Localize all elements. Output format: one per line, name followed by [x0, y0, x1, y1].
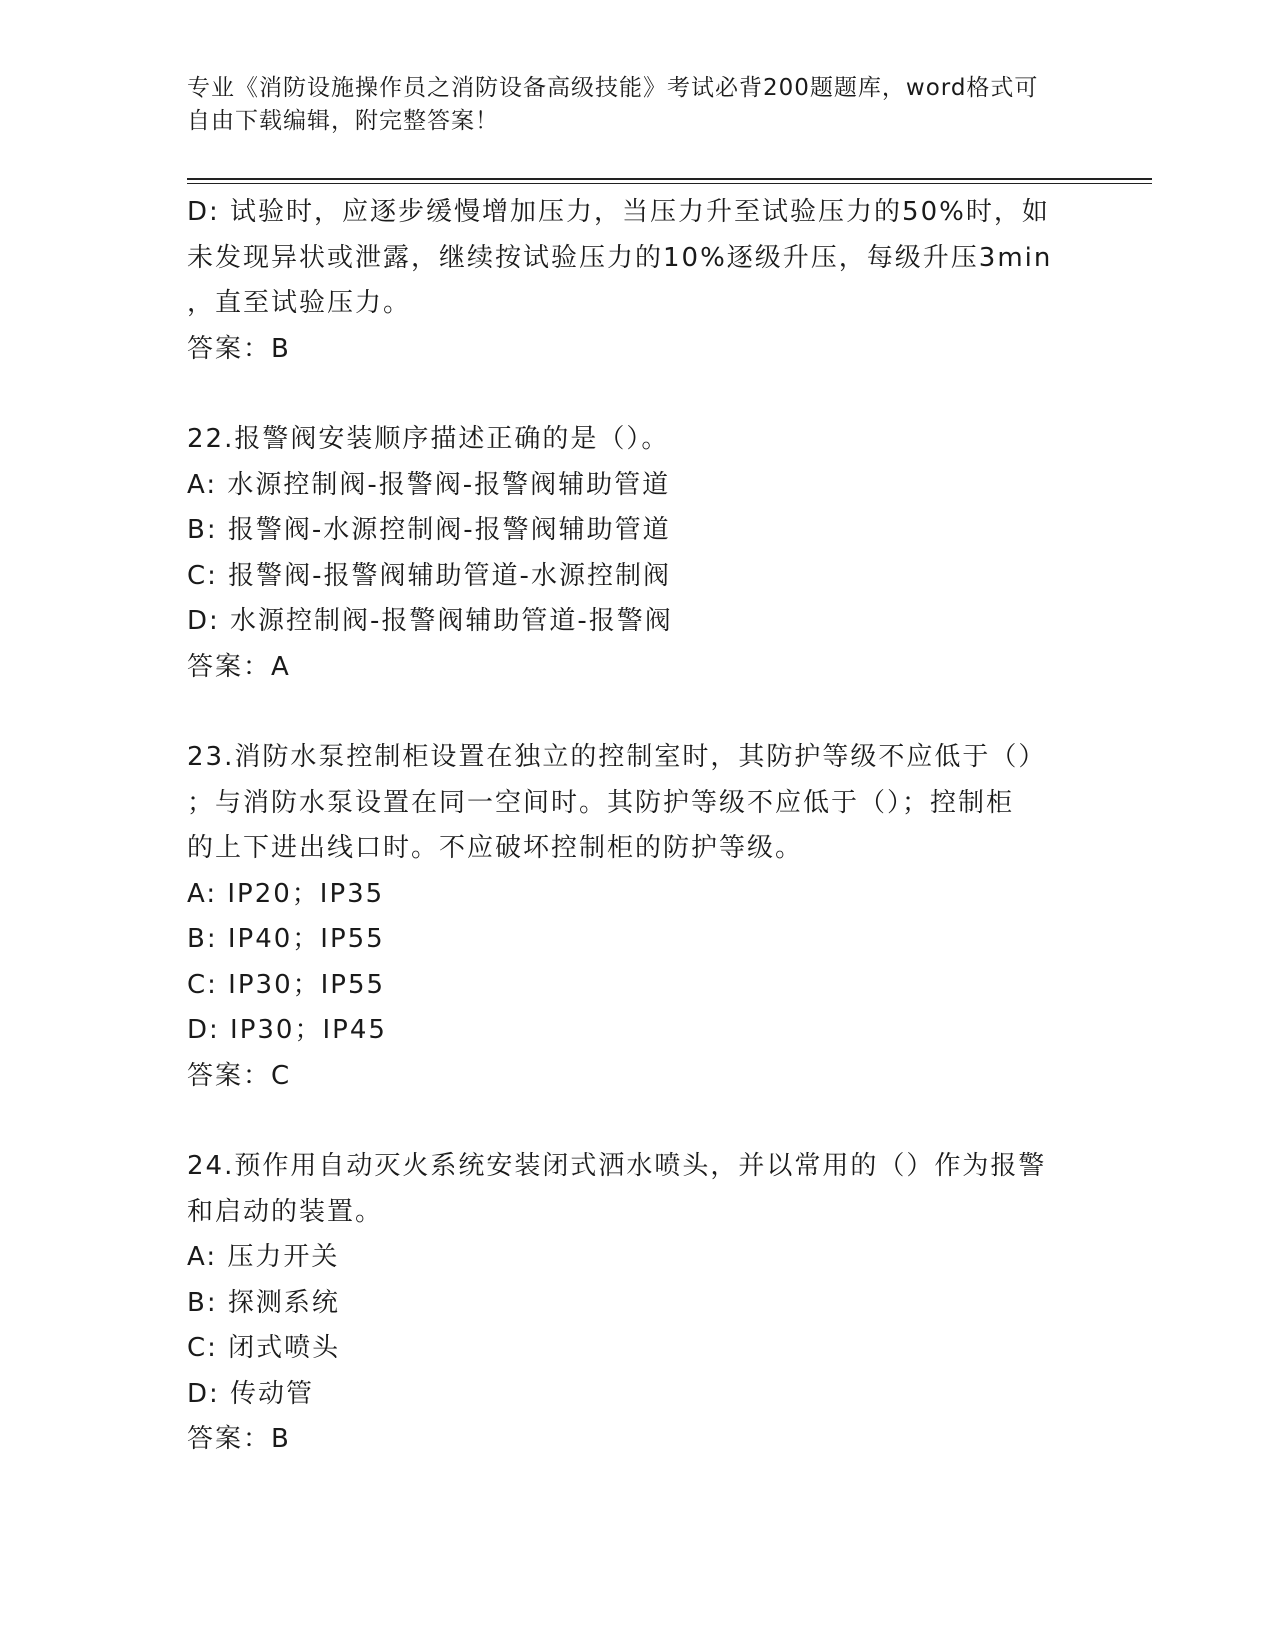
question-fragment: [187, 190, 1067, 372]
question-stem: 22.报警阀安装顺序描述正确的是（）。: [187, 424, 670, 454]
question-stem: 24.预作用自动灭火系统安装闭式洒水喷头，并以常用的（）作为报警: [187, 1151, 1047, 1181]
option-d-line: D: 试验时，应逐步缓慢增加压力，当压力升至试验压力的50%时，如: [187, 197, 1050, 227]
document-header: [187, 72, 1067, 138]
header-title-line-1: 专业《消防设施操作员之消防设备高级技能》考试必背200题题库，word格式可: [187, 75, 1039, 101]
option-b: B: IP40；IP55: [187, 924, 385, 954]
header-divider-thick: [187, 178, 1152, 180]
answer-line: 答案：B: [187, 1424, 291, 1454]
answer-line: 答案：B: [187, 333, 291, 364]
option-c: C: IP30；IP55: [187, 969, 386, 1000]
question-stem: 和启动的装置。: [187, 1196, 384, 1227]
question-22: [187, 417, 1067, 690]
option-d-line: ，直至试验压力。: [187, 288, 412, 318]
option-c: C: 闭式喷头: [187, 1333, 341, 1363]
question-24: [187, 1144, 1067, 1463]
document-body: [187, 190, 1067, 1463]
option-b: B: 报警阀-水源控制阀-报警阀辅助管道: [187, 515, 671, 545]
question-stem: 的上下进出线口时。不应破坏控制柜的防护等级。: [187, 833, 804, 863]
question-23: [187, 735, 1067, 1099]
option-a: A: 水源控制阀-报警阀-报警阀辅助管道: [187, 469, 671, 500]
option-d-line: 未发现异状或泄露，继续按试验压力的10%逐级升压，每级升压3min: [187, 242, 1053, 273]
option-d: D: IP30；IP45: [187, 1015, 387, 1045]
answer-line: 答案：A: [187, 651, 291, 682]
question-stem: 23.消防水泵控制柜设置在独立的控制室时，其防护等级不应低于（）: [187, 742, 1047, 772]
option-a: A: 压力开关: [187, 1242, 340, 1272]
header-title-line-2: 自由下载编辑，附完整答案！: [187, 108, 499, 134]
question-stem: ；与消防水泵设置在同一空间时。其防护等级不应低于（）；控制柜: [187, 787, 1015, 818]
answer-line: 答案：C: [187, 1060, 292, 1091]
option-d: D: 传动管: [187, 1378, 315, 1409]
option-d: D: 水源控制阀-报警阀辅助管道-报警阀: [187, 606, 673, 636]
option-c: C: 报警阀-报警阀辅助管道-水源控制阀: [187, 560, 671, 591]
option-a: A: IP20；IP35: [187, 878, 385, 909]
header-divider-thin: [187, 183, 1152, 184]
option-b: B: 探测系统: [187, 1287, 340, 1318]
